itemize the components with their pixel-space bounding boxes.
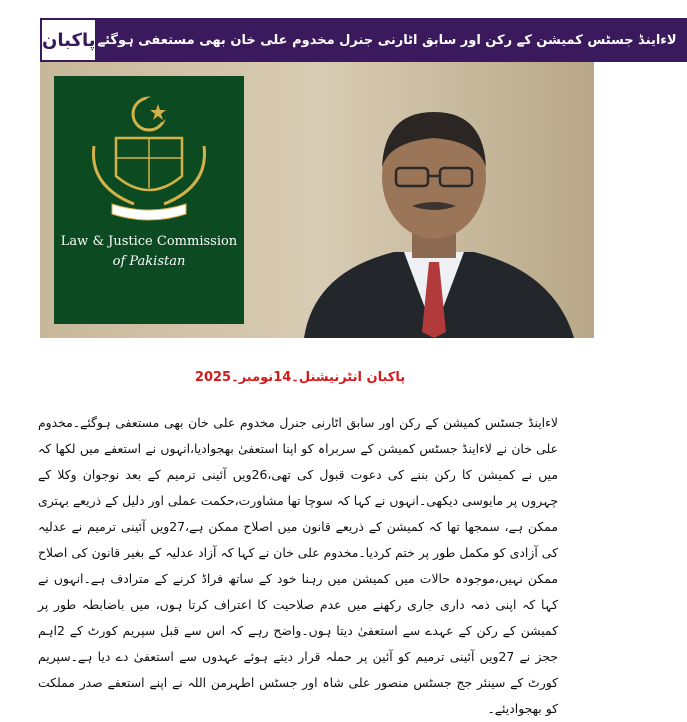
site-logo[interactable] xyxy=(40,18,97,62)
article-body: لاءاینڈ جسٹس کمیشن کے رکن اور سابق اٹارنی جنرل مخدوم علی خان بھی مستعفی ہوگئے۔مخدوم علی خان نے لاءاینڈ جسٹس کمیشن کے سربراہ کو اپنا استعفیٰ بھجوادیا،انہوں نے استعفے میں لکھا کہ میں نے کمیشن کا رکن بننے کی دعوت قبول کی تھی،26ویں آئینی ترمیم کے بعد نوجوان وکلا کے چہروں پر مایوسی دیکھی۔انہوں نے کہا کہ سوچا تھا مشاورت،حکمت عملی اور دلیل کے ذریعے بہتری ممکن ہے، سمجھا تھا کہ کمیشن کے ذریعے قانون میں اصلاح ممکن ہے،27ویں آئینی ترمیم نے عدلیہ کی آزادی کو مکمل طور پر ختم کردیا۔مخدوم علی خان نے کہا کہ آزاد عدلیہ کے بغیر قانون کی اصلاح ممکن نہیں،موجودہ حالات میں کمیشن میں رہنا خود کے ساتھ فراڈ کرنے کے مترادف ہے۔انہوں نے کہا کہ اپنی ذمہ داری جاری رکھنے میں عدم صلاحیت کا اعتراف کرتا ہوں، میں باضابطہ طور پر کمیشن کے رکن کے عہدے سے استعفیٰ دیتا ہوں۔واضح رہے کہ اس سے قبل سپریم کورٹ کے 2اہم ججز نے 27ویں آئینی ترمیم کو آئین پر حملہ قرار دیتے ہوئے عہدوں سے استعفیٰ دے دیا ہے۔سپریم کورٹ کے سینئر جج جسٹس منصور علی شاہ اور جسٹس اطہرمن اللہ نے اپنے استعفے صدر مملکت کو بھجوادیئے۔ xyxy=(38,415,558,716)
commission-logo-card xyxy=(54,76,244,324)
byline-date: پاکبان انٹرنیشنل۔14نومبر۔2025 xyxy=(194,370,406,385)
site-logo-text: پاکبان xyxy=(42,29,96,51)
news-photo xyxy=(40,62,594,338)
commission-country: of Pakistan xyxy=(112,254,186,269)
headline-text: لاءاینڈ جسٹس کمیشن کے رکن اور سابق اٹارنی جنرل مخدوم علی خان بھی مستعفی ہوگئے xyxy=(97,32,677,48)
state-emblem-icon xyxy=(54,76,244,226)
header-bar xyxy=(40,18,677,62)
commission-name: Law & Justice Commission xyxy=(60,234,238,249)
portrait-image xyxy=(284,72,584,338)
headline-banner xyxy=(97,18,686,62)
